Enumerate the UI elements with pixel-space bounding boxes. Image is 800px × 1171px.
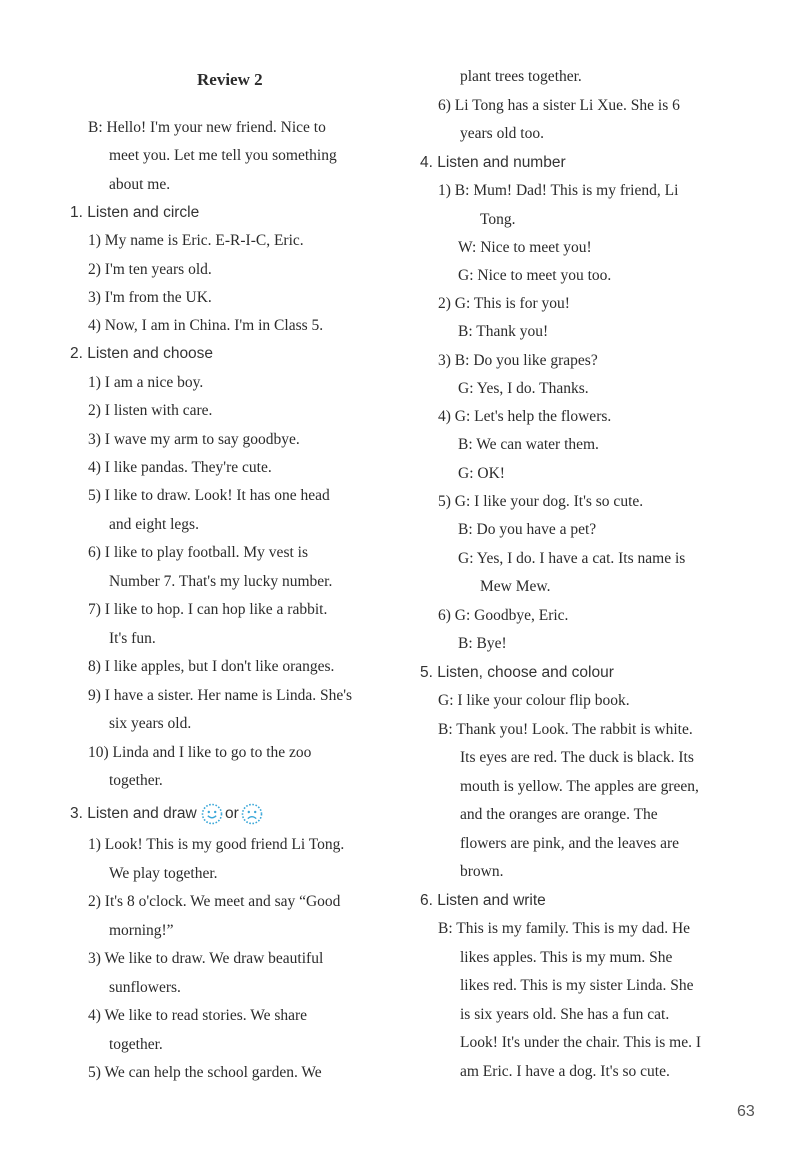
item-text: I like to play football. My vest is	[104, 544, 308, 561]
item-continuation: together.	[109, 1036, 163, 1053]
item-continuation: morning!”	[109, 922, 174, 939]
item-continuation: Number 7. That's my lucky number.	[109, 573, 333, 590]
dialogue-line: Tong.	[480, 211, 516, 228]
list-item	[438, 492, 643, 512]
list-item	[88, 600, 327, 620]
dialogue-line: mouth is yellow. The apples are green,	[460, 778, 699, 795]
item-number: 2)	[88, 402, 101, 419]
intro-line: about me.	[109, 176, 171, 193]
section-heading-3	[70, 803, 263, 825]
item-number: 4)	[88, 317, 101, 334]
section-heading-6: 6. Listen and write	[420, 892, 546, 909]
item-number: 1)	[438, 182, 451, 199]
sad-face-icon	[241, 803, 263, 825]
item-text: My name is Eric. E-R-I-C, Eric.	[104, 232, 304, 249]
dialogue-line: G: Yes, I do. Thanks.	[458, 380, 589, 397]
item-text: I wave my arm to say goodbye.	[104, 431, 300, 448]
list-item	[88, 486, 330, 506]
item-text: Now, I am in China. I'm in Class 5.	[104, 317, 324, 334]
item-continuation: together.	[109, 772, 163, 789]
list-item	[88, 743, 311, 763]
list-item	[88, 401, 212, 421]
list-item	[88, 892, 340, 912]
item-number: 1)	[88, 232, 101, 249]
list-item	[88, 288, 212, 308]
item-continuation: We play together.	[109, 865, 218, 882]
item-continuation: plant trees together.	[460, 68, 582, 85]
list-item	[88, 686, 352, 706]
item-number: 1)	[88, 836, 101, 853]
section-heading-3-text: 3. Listen and draw	[70, 805, 197, 823]
item-number: 2)	[438, 295, 451, 312]
item-text: Look! This is my good friend Li Tong.	[104, 836, 345, 853]
list-item	[88, 260, 212, 280]
item-text: I'm ten years old.	[104, 261, 212, 278]
item-text: I like to draw. Look! It has one head	[104, 487, 330, 504]
list-item	[88, 458, 272, 478]
dialogue-line: and the oranges are orange. The	[460, 806, 658, 823]
item-text: I like to hop. I can hop like a rabbit.	[104, 601, 328, 618]
item-number: 1)	[88, 374, 101, 391]
dialogue-line: B: Do you have a pet?	[458, 521, 597, 538]
list-item	[88, 949, 323, 969]
or-text: or	[224, 805, 239, 823]
item-number: 4)	[88, 459, 101, 476]
item-text: We can help the school garden. We	[104, 1064, 322, 1081]
list-item	[88, 657, 334, 677]
item-text: I am a nice boy.	[104, 374, 204, 391]
section-heading-1: 1. Listen and circle	[70, 204, 200, 221]
dialogue-line: B: Thank you!	[458, 323, 549, 340]
dialogue-line: G: Nice to meet you too.	[458, 267, 612, 284]
item-number: 6)	[88, 544, 101, 561]
list-item	[88, 231, 304, 251]
item-number: 6)	[438, 97, 451, 114]
list-item	[88, 316, 323, 336]
dialogue-line: G: Yes, I do. I have a cat. Its name is	[458, 550, 686, 567]
intro-line: meet you. Let me tell you something	[109, 147, 337, 164]
item-number: 5)	[88, 1064, 101, 1081]
item-number: 4)	[88, 1007, 101, 1024]
dialogue-line: B: Do you like grapes?	[454, 352, 598, 369]
item-text: We like to read stories. We share	[104, 1007, 308, 1024]
dialogue-line: B: Bye!	[458, 635, 507, 652]
list-item	[88, 835, 344, 855]
item-text: Li Tong has a sister Li Xue. She is 6	[454, 97, 680, 114]
page-title: Review 2	[197, 70, 263, 89]
dialogue-line: Its eyes are red. The duck is black. Its	[460, 749, 694, 766]
dialogue-line: G: Goodbye, Eric.	[454, 607, 569, 624]
item-number: 5)	[438, 493, 451, 510]
dialogue-line: G: This is for you!	[454, 295, 570, 312]
dialogue-line: B: This is my family. This is my dad. He	[438, 920, 691, 937]
item-text: I listen with care.	[104, 402, 213, 419]
section-heading-2: 2. Listen and choose	[70, 345, 214, 362]
list-item	[438, 96, 680, 116]
item-number: 10)	[88, 744, 109, 761]
smiley-face-icon	[201, 803, 223, 825]
list-item	[88, 543, 308, 563]
item-number: 4)	[438, 408, 451, 425]
item-text: It's 8 o'clock. We meet and say “Good	[104, 893, 341, 910]
dialogue-line: flowers are pink, and the leaves are	[460, 835, 680, 852]
item-number: 2)	[88, 261, 101, 278]
dialogue-line: is six years old. She has a fun cat.	[460, 1006, 670, 1023]
item-number: 3)	[88, 950, 101, 967]
dialogue-line: B: Thank you! Look. The rabbit is white.	[438, 721, 693, 738]
list-item	[438, 606, 568, 626]
item-text: We like to draw. We draw beautiful	[104, 950, 324, 967]
item-text: I like pandas. They're cute.	[104, 459, 272, 476]
item-number: 5)	[88, 487, 101, 504]
list-item	[88, 373, 203, 393]
dialogue-line: W: Nice to meet you!	[458, 239, 592, 256]
item-continuation: and eight legs.	[109, 516, 199, 533]
list-item	[88, 430, 300, 450]
list-item	[438, 407, 611, 427]
item-text: I like apples, but I don't like oranges.	[104, 658, 335, 675]
dialogue-line: G: I like your dog. It's so cute.	[454, 493, 644, 510]
dialogue-line: likes red. This is my sister Linda. She	[460, 977, 694, 994]
dialogue-line: G: OK!	[458, 465, 505, 482]
dialogue-line: G: I like your colour flip book.	[438, 692, 630, 709]
section-heading-4: 4. Listen and number	[420, 154, 566, 171]
dialogue-line: G: Let's help the flowers.	[454, 408, 612, 425]
item-text: Linda and I like to go to the zoo	[112, 744, 312, 761]
dialogue-line: Look! It's under the chair. This is me. I	[460, 1034, 701, 1051]
list-item	[438, 294, 570, 314]
section-heading-5: 5. Listen, choose and colour	[420, 664, 614, 681]
dialogue-line: am Eric. I have a dog. It's so cute.	[460, 1063, 670, 1080]
item-continuation: years old too.	[460, 125, 544, 142]
list-item	[438, 181, 678, 201]
item-continuation: six years old.	[109, 715, 192, 732]
item-number: 8)	[88, 658, 101, 675]
list-item	[88, 1006, 307, 1026]
dialogue-line: B: Mum! Dad! This is my friend, Li	[454, 182, 679, 199]
item-continuation: sunflowers.	[109, 979, 181, 996]
dialogue-line: brown.	[460, 863, 504, 880]
item-number: 2)	[88, 893, 101, 910]
item-text: I have a sister. Her name is Linda. She's	[104, 687, 353, 704]
item-text: I'm from the UK.	[104, 289, 212, 306]
item-number: 3)	[88, 431, 101, 448]
list-item	[438, 351, 598, 371]
dialogue-line: Mew Mew.	[480, 578, 551, 595]
item-number: 6)	[438, 607, 451, 624]
list-item	[88, 1063, 322, 1083]
item-continuation: It's fun.	[109, 630, 156, 647]
dialogue-line: likes apples. This is my mum. She	[460, 949, 673, 966]
item-number: 3)	[88, 289, 101, 306]
page-number: 63	[737, 1103, 755, 1120]
intro-line: B: Hello! I'm your new friend. Nice to	[88, 119, 326, 136]
item-number: 9)	[88, 687, 101, 704]
item-number: 3)	[438, 352, 451, 369]
dialogue-line: B: We can water them.	[458, 436, 599, 453]
item-number: 7)	[88, 601, 101, 618]
